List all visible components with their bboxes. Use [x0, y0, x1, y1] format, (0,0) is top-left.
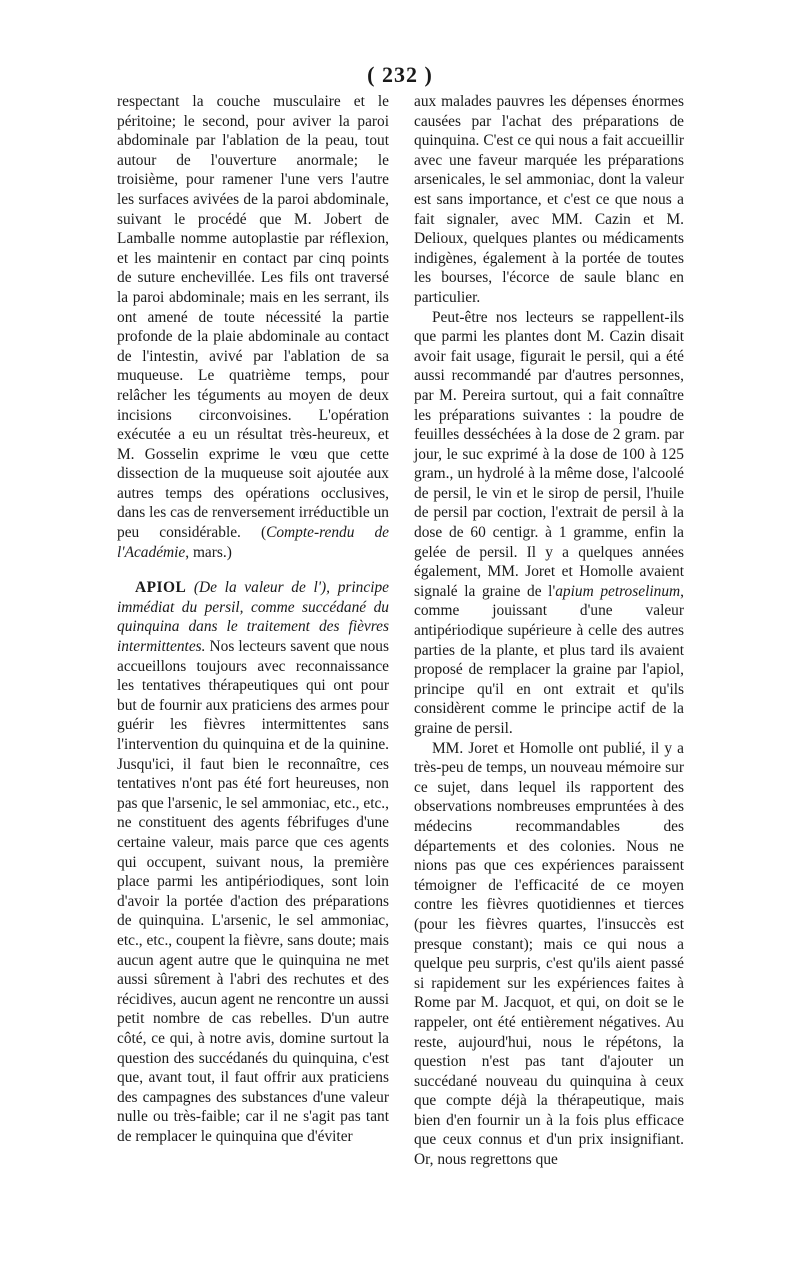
- paragraph-text: Nos lecteurs savent que nous accueillons toujours avec reconnaissance les tentatives thérapeutiques qui ont pour but de fournir aux praticiens des armes pour guérir les fièvres intermittentes sans l'intervention du quinquina et de la quinine. Jusqu'ici, il faut bien le reconnaître, ces tentatives n'ont pas été fort heureuses, non pas que l'arsenic, le sel ammoniac, etc., etc., ne constituent des agents fébrifuges d'une certaine valeur, mais parce que ces agents qui occupent, suivant nous, la première place parmi les antipériodiques, sont loin d'avoir la portée d'action des préparations de quinquina. L'arsenic, le sel ammoniac, etc., etc., coupent la fièvre, sans doute; mais aucun agent autre que le quinquina ne met aussi sûrement à l'abri des rechutes et des récidives, aucun agent ne rencontre un aussi petit nombre de cas rebelles. D'un autre côté, ce qui, à notre avis, domine surtout la question des succédanés du quinquina, c'est que, avant tout, il faut offrir aux praticiens des campagnes des substances d'une valeur nulle ou très-faible; car il ne s'agit pas tant de remplacer le quinquina que d'éviter: [117, 638, 389, 1145]
- right-column: [414, 92, 684, 1170]
- paragraph-text: respectant la couche musculaire et le péritoine; le second, pour aviver la paroi abdominale par l'ablation de la peau, tout autour de l'ouverture anormale; le troisième, pour ramener l'une vers l'autre les surfaces avivées de la paroi abdominale, suivant le procédé que M. Jobert de Lamballe nomme autoplastie par réflexion, et les maintenir en contact par cinq points de suture enchevillée. Les fils ont traversé la paroi abdominale; mais en les serrant, ils ont amené de toute nécessité la partie profonde de la plaie abdominale au contact de l'intestin, avivé par l'ablation de sa muqueuse. Le quatrième temps, pour relâcher les téguments au moyen de deux incisions circonvoisines. L'opération exécutée a eu un résultat très-heureux, et M. Gosselin exprime le vœu que cette dissection de la muqueuse soit ajoutée aux autres temps des opérations occlusives, dans les cas de renversement irréductible un peu considérable. (: [117, 93, 389, 542]
- source-citation: Compte-rendu de l'Académie: [117, 524, 389, 561]
- citation-end: , mars.): [185, 543, 232, 561]
- latin-name: apium petroselinum: [555, 582, 681, 600]
- left-column: [117, 92, 389, 1146]
- paragraph-apiol-entry: [117, 578, 389, 1146]
- paragraph-memoire: MM. Joret et Homolle ont publié, il y a très-peu de temps, un nouveau mémoire sur ce sujet, dans lequel ils rapportent des observations nombreuses empruntées à des médecins recommandables des départements et des colonies. Nous ne nions pas que ces expériences paraissent témoigner de l'efficacité de ce moyen contre les fièvres quotidiennes et tierces (pour les fièvres quartes, l'insuccès est presque constant); mais ce qui nous a quelque peu surpris, c'est qu'ils aient passé si rapidement sur les expériences faites à Rome par M. Jacquot, et qui, on doit se le rappeler, ont été entièrement négatives. Au reste, aujourd'hui, nous le répétons, la question n'est pas tant d'ajouter un succédané nouveau du quinquina à ceux que compte déjà la thérapeutique, mais bien d'en fournir un à la fois plus efficace que ceux connus et d'un prix insignifiant. Or, nous regrettons que: [414, 739, 684, 1169]
- page-number: ( 232 ): [367, 62, 433, 87]
- paragraph-surgery-continuation: [117, 92, 389, 562]
- paragraph-continuation: aux malades pauvres les dépenses énormes causées par l'achat des préparations de quinquina. C'est ce qui nous a fait accueillir avec une faveur marquée les préparations arsenicales, le sel ammoniac, dont la valeur est sans importance, et c'est ce que nous a fait signaler, avec MM. Cazin et M. Delioux, quelques plantes ou médicaments indigènes, également à la portée de toutes les bourses, l'écorce de saule blanc en particulier.: [414, 93, 684, 306]
- entry-title: (De la valeur de l'), principe immédiat du persil, comme succédané du quinquina dans le traitement des fièvres intermittentes.: [117, 579, 389, 656]
- paragraph-text: Peut-être nos lecteurs se rappellent-ils que parmi les plantes dont M. Cazin disait avoir fait usage, figurait le persil, qui a été aussi recommandé par d'autres personnes, par M. Pereira surtout, qui a fait connaître les préparations suivantes : la poudre de feuilles desséchées à la dose de 2 gram. par jour, le suc exprimé à la dose de 100 à 125 gram., un hydrolé à la même dose, l'alcoolé de persil, le vin et le sirop de persil, l'huile de persil par coction, l'extrait de persil à la dose de 60 centigr. à 1 gramme, enfin la gelée de persil. Il y a quelques années également, MM. Joret et Homolle avaient signalé la graine de l': [414, 308, 684, 600]
- paragraph-persil: [414, 308, 684, 739]
- entry-headword: APIOL: [135, 579, 187, 597]
- paragraph-text: , comme jouissant d'une valeur antipériodique supérieure à celle des autres parties de la plante, et plus tard ils avaient proposé de remplacer la graine par l'apiol, principe qu'il en ont extrait et qu'ils considèrent comme le principe actif de la graine de persil.: [414, 582, 684, 737]
